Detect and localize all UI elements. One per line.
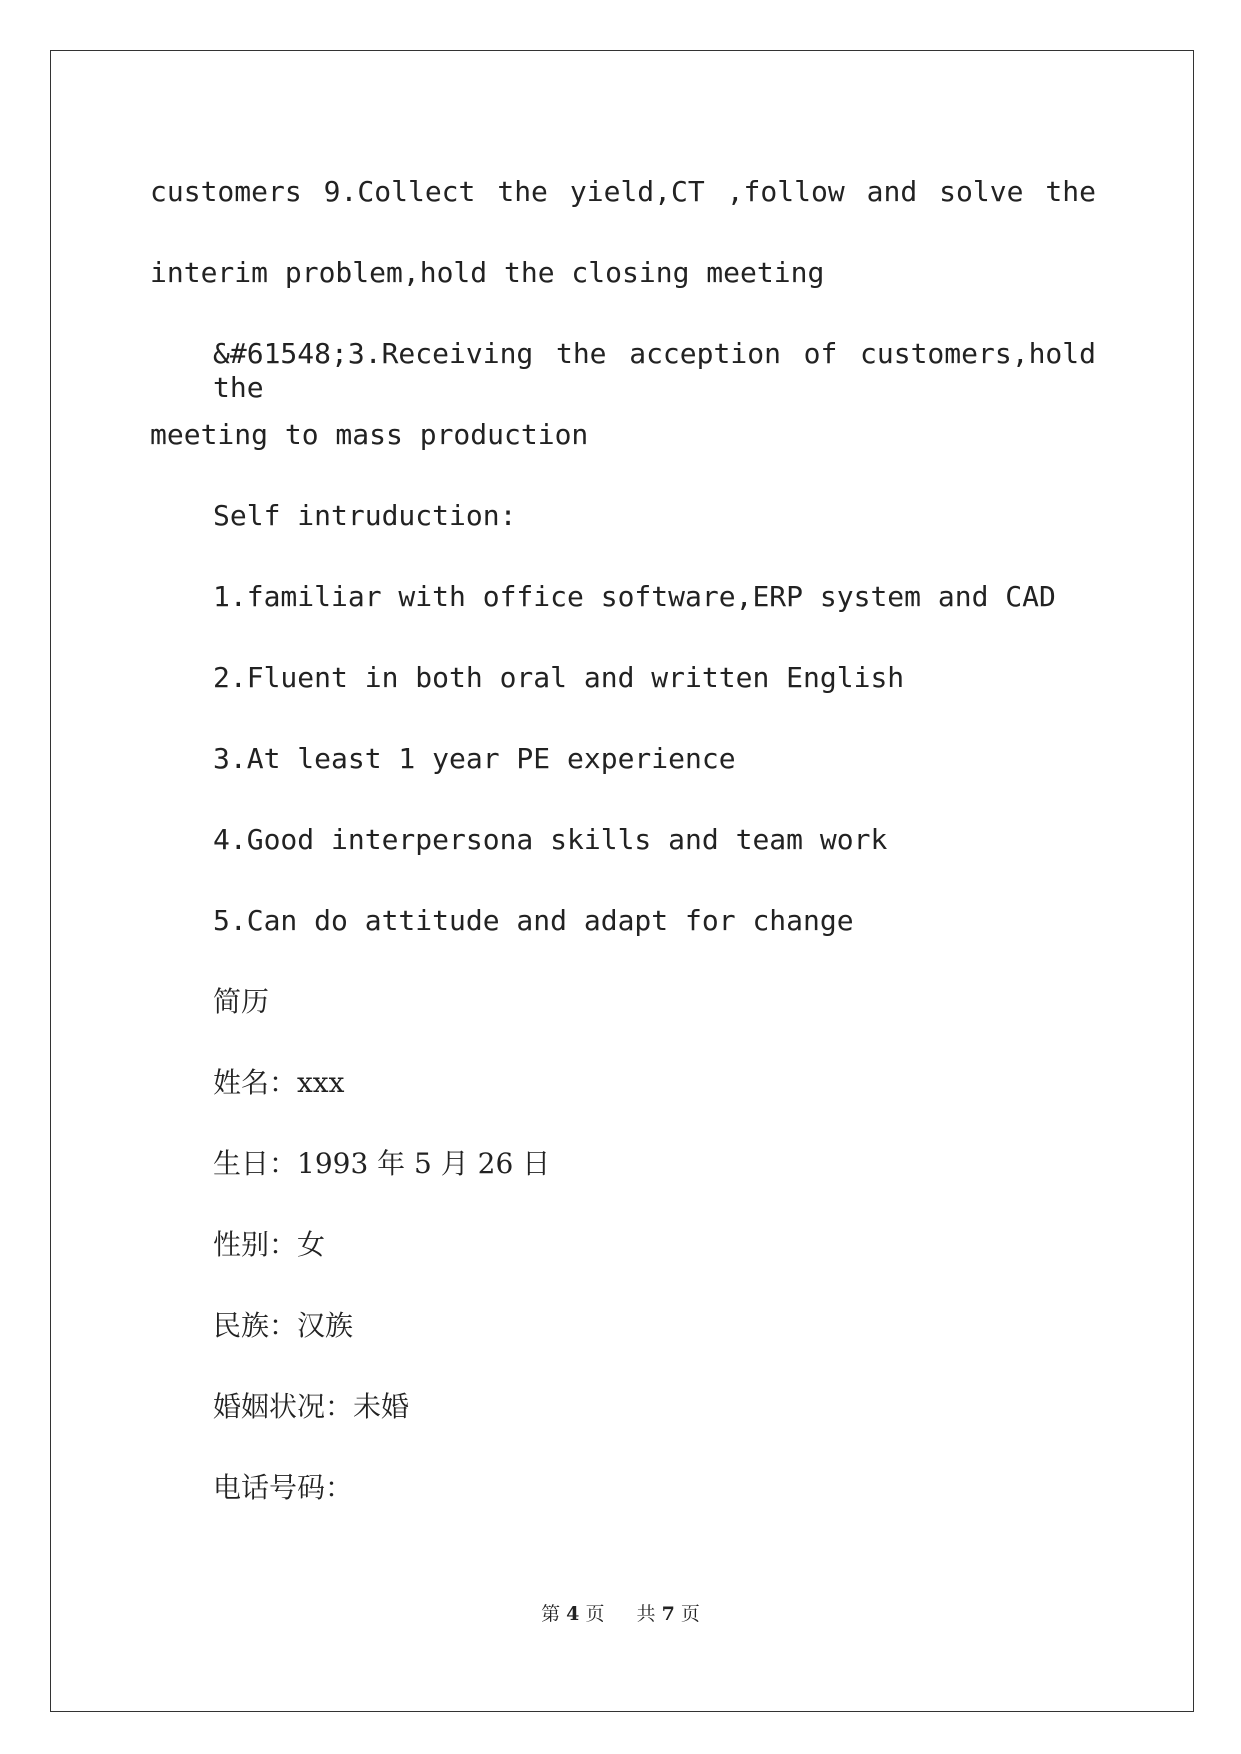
name-field: 姓名：xxx [213,1066,345,1099]
phone-field: 电话号码： [213,1471,354,1504]
body-line-3: &#61548;3.Receiving the acception of customers,hold the [213,337,1096,404]
total-prefix: 共 [636,1603,656,1625]
ethnicity-field: 民族：汉族 [213,1309,354,1342]
page-prefix: 第 [541,1603,561,1625]
body-line-4: meeting to mass production [150,418,589,451]
list-item-4: 4.Good interpersona skills and team work [213,823,888,856]
list-item-5: 5.Can do attitude and adapt for change [213,904,854,937]
current-page-number: 4 [566,1603,580,1625]
resume-heading: 简历 [213,985,270,1018]
marital-status-field: 婚姻状况：未婚 [213,1390,410,1423]
body-line-1: customers 9.Collect the yield,CT ,follow and solve the [150,175,1096,208]
page-suffix: 页 [585,1603,605,1625]
page-border [50,50,1194,1712]
list-item-1: 1.familiar with office software,ERP system and CAD [213,580,1056,613]
self-introduction-heading: Self intruduction: [213,499,517,532]
gender-field: 性别：女 [213,1228,326,1261]
list-item-2: 2.Fluent in both oral and written English [213,661,905,694]
body-line-2: interim problem,hold the closing meeting [150,256,825,289]
list-item-3: 3.At least 1 year PE experience [213,742,736,775]
birthday-field: 生日：1993 年 5 月 26 日 [213,1147,551,1180]
total-pages-number: 7 [661,1603,675,1625]
total-suffix: 页 [680,1603,700,1625]
page-footer [0,1602,1241,1626]
